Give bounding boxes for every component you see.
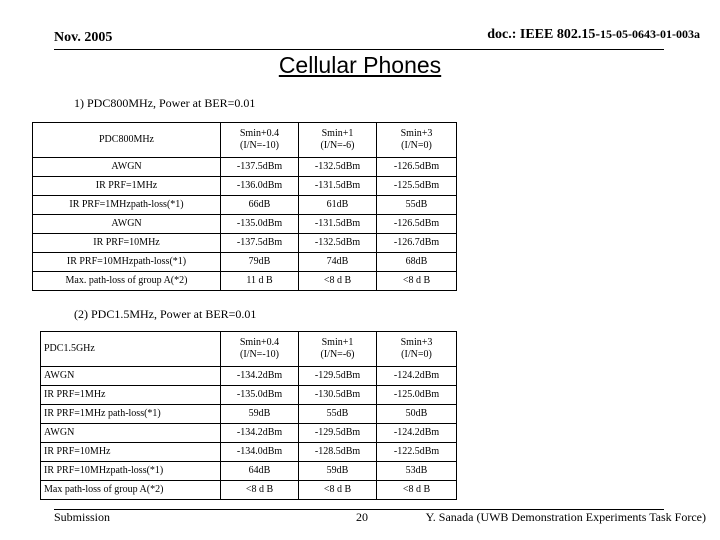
col-header-cell [377,123,457,158]
value-cell: 55dB [299,405,377,424]
value-cell: -126.5dBm [377,215,457,234]
col-header-line1: Smin+0.4 [239,128,280,139]
row-label-cell: IR PRF=10MHz [33,234,221,253]
value-cell: -135.0dBm [221,386,299,405]
col-header-line1: Smin+0.4 [239,337,280,348]
value-cell: 68dB [377,253,457,272]
value-cell: -132.5dBm [299,158,377,177]
table-row [41,386,457,405]
col-header-cell [299,332,377,367]
col-header-line2: (I/N=-6) [320,349,355,360]
value-cell: -128.5dBm [299,443,377,462]
value-cell: -129.5dBm [299,367,377,386]
row-label-cell: IR PRF=1MHz path-loss(*1) [41,405,221,424]
value-cell: -122.5dBm [377,443,457,462]
row-label-cell: IR PRF=10MHzpath-loss(*1) [33,253,221,272]
row-label-cell: AWGN [33,158,221,177]
page-number: 20 [356,510,368,524]
value-cell: <8 d B [299,272,377,291]
table-row [41,424,457,443]
doc-number: 15-05-0643-01-003a [600,27,700,41]
value-cell: 79dB [221,253,299,272]
section2-heading: (2) PDC1.5MHz, Power at BER=0.01 [74,307,257,321]
pdc1500-table [40,331,457,500]
table-corner-cell: PDC800MHz [33,123,221,158]
table-row [33,177,457,196]
value-cell: 66dB [221,196,299,215]
value-cell: -126.5dBm [377,158,457,177]
value-cell: 61dB [299,196,377,215]
col-header-line2: (I/N=0) [401,140,432,151]
value-cell: 53dB [377,462,457,481]
footer-author: Y. Sanada (UWB Demonstration Experiments Task Force) [425,510,706,524]
row-label-cell: IR PRF=1MHz [33,177,221,196]
table-header-row [33,123,457,158]
value-cell: <8 d B [221,481,299,500]
table-row [41,405,457,424]
table-row [33,253,457,272]
row-label-cell: IR PRF=10MHzpath-loss(*1) [41,462,221,481]
footer-submission: Submission [54,510,111,524]
row-label-cell: AWGN [41,424,221,443]
col-header-line2: (I/N=-6) [320,140,355,151]
col-header-line2: (I/N=-10) [240,349,279,360]
value-cell: -134.2dBm [221,424,299,443]
col-header-line1: Smin+3 [400,128,433,139]
value-cell: -131.5dBm [299,177,377,196]
col-header-cell [221,123,299,158]
table-row [33,272,457,291]
header-doc-id [487,27,700,43]
table-row [33,215,457,234]
value-cell: <8 d B [377,481,457,500]
row-label-cell: Max. path-loss of group A(*2) [33,272,221,291]
header-rule [54,49,664,50]
row-label-cell: IR PRF=1MHzpath-loss(*1) [33,196,221,215]
table-row [33,234,457,253]
col-header-cell [221,332,299,367]
value-cell: -134.2dBm [221,367,299,386]
value-cell: 50dB [377,405,457,424]
value-cell: <8 d B [377,272,457,291]
value-cell: -137.5dBm [221,234,299,253]
table-row [33,158,457,177]
value-cell: -124.2dBm [377,424,457,443]
value-cell: -136.0dBm [221,177,299,196]
value-cell: 11 d B [221,272,299,291]
col-header-line1: Smin+3 [400,337,433,348]
col-header-line2: (I/N=-10) [240,140,279,151]
table-row [33,196,457,215]
value-cell: -131.5dBm [299,215,377,234]
value-cell: 55dB [377,196,457,215]
table-corner-cell: PDC1.5GHz [41,332,221,367]
value-cell: <8 d B [299,481,377,500]
page-title: Cellular Phones [278,52,442,78]
col-header-line2: (I/N=0) [401,349,432,360]
row-label-cell: IR PRF=1MHz [41,386,221,405]
value-cell: -137.5dBm [221,158,299,177]
value-cell: -124.2dBm [377,367,457,386]
row-label-cell: AWGN [41,367,221,386]
value-cell: 59dB [299,462,377,481]
section1-heading: 1) PDC800MHz, Power at BER=0.01 [74,96,256,110]
col-header-line1: Smin+1 [321,337,354,348]
row-label-cell: Max path-loss of group A(*2) [41,481,221,500]
value-cell: -125.5dBm [377,177,457,196]
value-cell: 64dB [221,462,299,481]
table-row [41,481,457,500]
value-cell: -132.5dBm [299,234,377,253]
table-row [41,443,457,462]
row-label-cell: IR PRF=10MHz [41,443,221,462]
table-row [41,367,457,386]
table-header-row [41,332,457,367]
value-cell: 74dB [299,253,377,272]
row-label-cell: AWGN [33,215,221,234]
value-cell: -125.0dBm [377,386,457,405]
col-header-cell [299,123,377,158]
pdc800-table [32,122,457,291]
value-cell: -134.0dBm [221,443,299,462]
col-header-line1: Smin+1 [321,128,354,139]
value-cell: -130.5dBm [299,386,377,405]
header-date: Nov. 2005 [54,30,113,45]
value-cell: -135.0dBm [221,215,299,234]
doc-prefix: doc.: IEEE 802.15- [487,27,601,42]
value-cell: -126.7dBm [377,234,457,253]
table-row [41,462,457,481]
value-cell: -129.5dBm [299,424,377,443]
col-header-cell [377,332,457,367]
value-cell: 59dB [221,405,299,424]
